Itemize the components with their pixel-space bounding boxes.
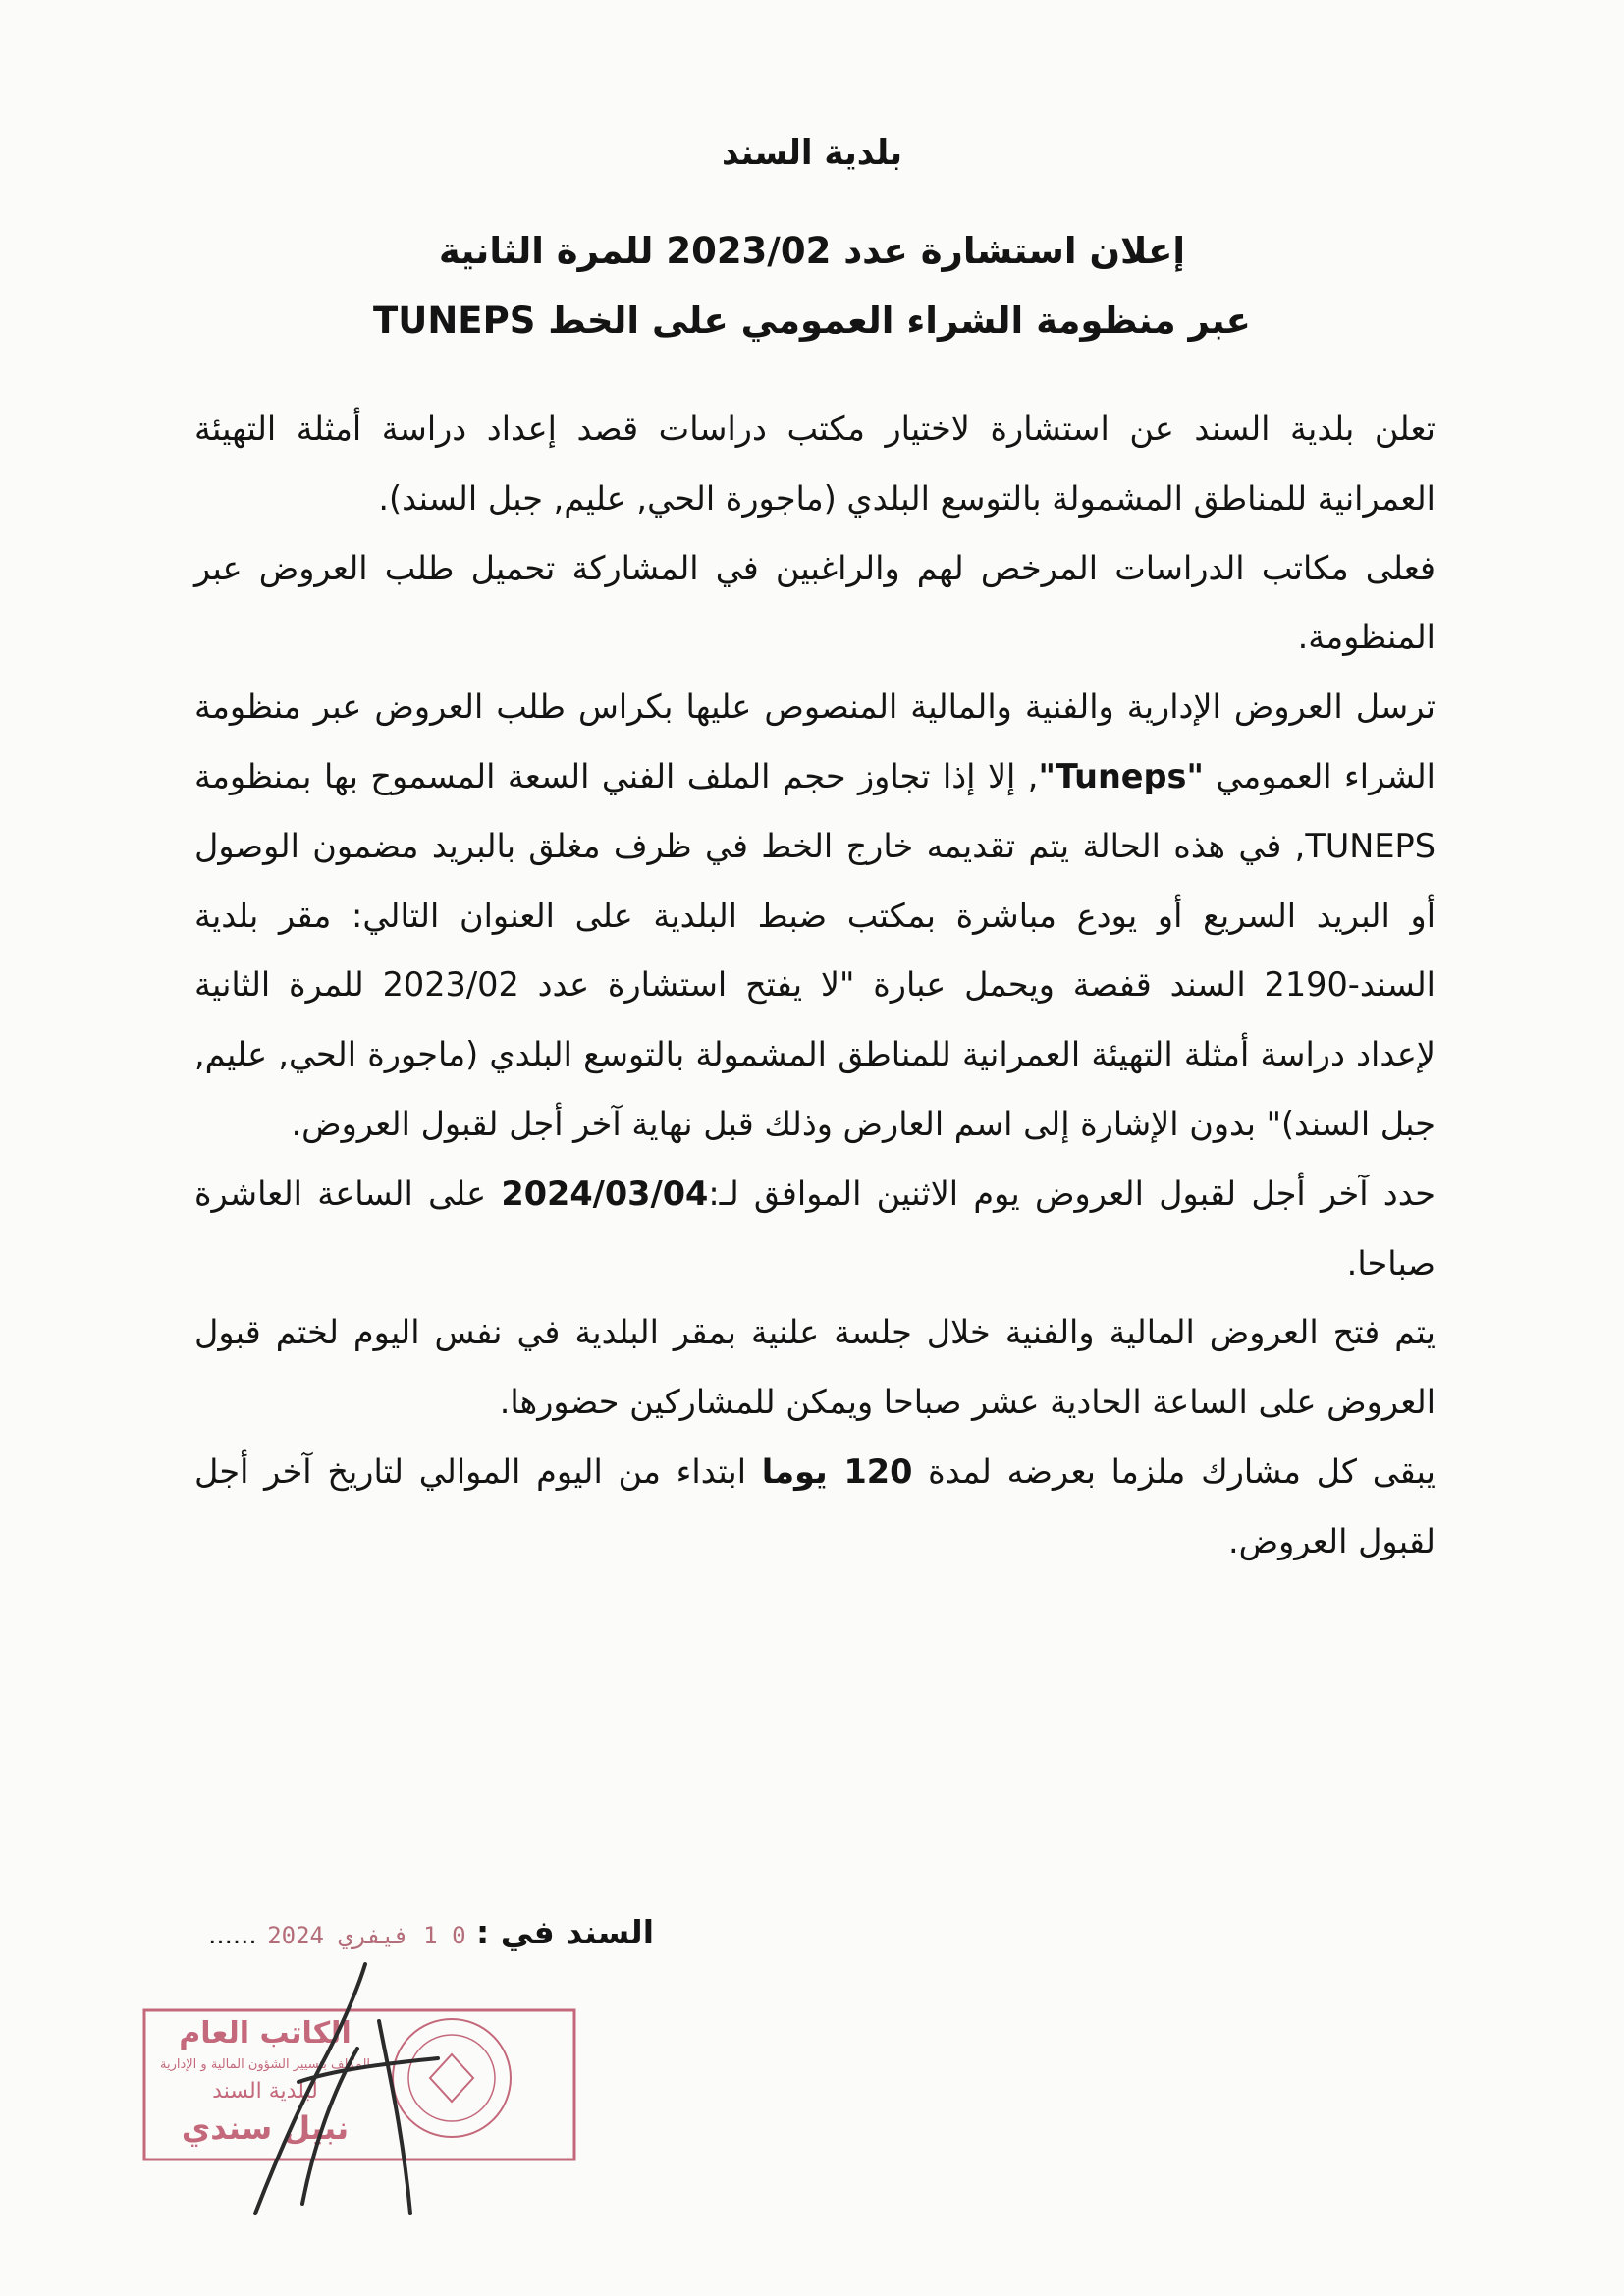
place-date-line	[208, 1913, 654, 1951]
tuneps-label: "Tuneps"	[1038, 756, 1204, 795]
stamp-title: الكاتب العام	[179, 2016, 352, 2050]
stamp-name: نبيل سندي	[181, 2109, 350, 2147]
deadline-date: 2024/03/04	[501, 1174, 709, 1213]
handwritten-signature-image	[242, 1956, 458, 2227]
deadline-text-end: على الساعة العاشرة صباحا.	[194, 1174, 1435, 1283]
stamp-role: المكلف بتسيير الشؤون المالية و الإدارية	[159, 2057, 371, 2072]
place-date-label: السند في :	[476, 1913, 654, 1951]
paragraph-submission	[194, 673, 1435, 1160]
paragraph-download: فعلى مكاتب الدراسات المرخص لهم والراغبين في المشاركة تحميل طلب العروض عبر المنظومة.	[194, 548, 1435, 657]
signature-stroke	[379, 2021, 410, 2214]
paragraph-intro: تعلن بلدية السند عن استشارة لاختيار مكتب دراسات قصد إعداد دراسة أمثلة التهيئة العمرانية للمناطق المشمولة بالتوسع البلدي (ماجورة الحي, عليم, جبل السند).	[194, 410, 1435, 518]
paragraph-deadline	[194, 1160, 1435, 1299]
date-stamp: 0 1 فيفري 2024	[267, 1922, 466, 1949]
validity-text-start: يبقى كل مشارك ملزما بعرضه لمدة	[912, 1451, 1435, 1491]
announcement-subtitle: عبر منظومة الشراء العمومي على الخط TUNEPS	[373, 300, 1251, 342]
municipality-heading: بلدية السند	[721, 134, 903, 173]
stamp-municipality: لبلدية السند	[212, 2079, 318, 2104]
paragraph-validity	[194, 1438, 1435, 1577]
announcement-body	[194, 395, 1435, 1577]
validity-text-end: ابتداء من اليوم الموالي لتاريخ آخر أجل لقبول العروض.	[194, 1451, 1435, 1560]
deadline-text-start: حدد آخر أجل لقبول العروض يوم الاثنين الموافق لـ:	[708, 1174, 1435, 1213]
submission-text-end: , إلا إذا تجاوز حجم الملف الفني السعة المسموح بها بمنظومة TUNEPS, في هذه الحالة يتم تقديمه خارج الخط في ظرف مغلق بالبريد مضمون الوصول أو البريد السريع أو يودع مباشرة بمكتب ضبط البلدية على العنوان التالي: مقر بلدية السند-2190 السند قفصة ويحمل عبارة "لا يفتح استشارة عدد 2023/02 للمرة الثانية لإعداد دراسة أمثلة التهيئة العمرانية للمناطق المشمولة بالتوسع البلدي (ماجورة الحي, عليم, جبل السند)" بدون الإشارة إلى اسم العارض وذلك قبل نهاية آخر أجل لقبول العروض.	[194, 756, 1435, 1143]
announcement-title: إعلان استشارة عدد 2023/02 للمرة الثانية	[438, 230, 1186, 272]
date-dots: ......	[208, 1921, 257, 1950]
submission-text-start: ترسل العروض الإدارية والفنية والمالية المنصوص عليها بكراس طلب العروض عبر منظومة الشراء العمومي	[194, 687, 1435, 795]
validity-days: 120 يوما	[761, 1451, 913, 1491]
paragraph-opening: يتم فتح العروض المالية والفنية خلال جلسة علنية بمقر البلدية في نفس اليوم لختم قبول العروض على الساعة الحادية عشر صباحا ويمكن للمشاركين حضورها.	[194, 1313, 1435, 1422]
